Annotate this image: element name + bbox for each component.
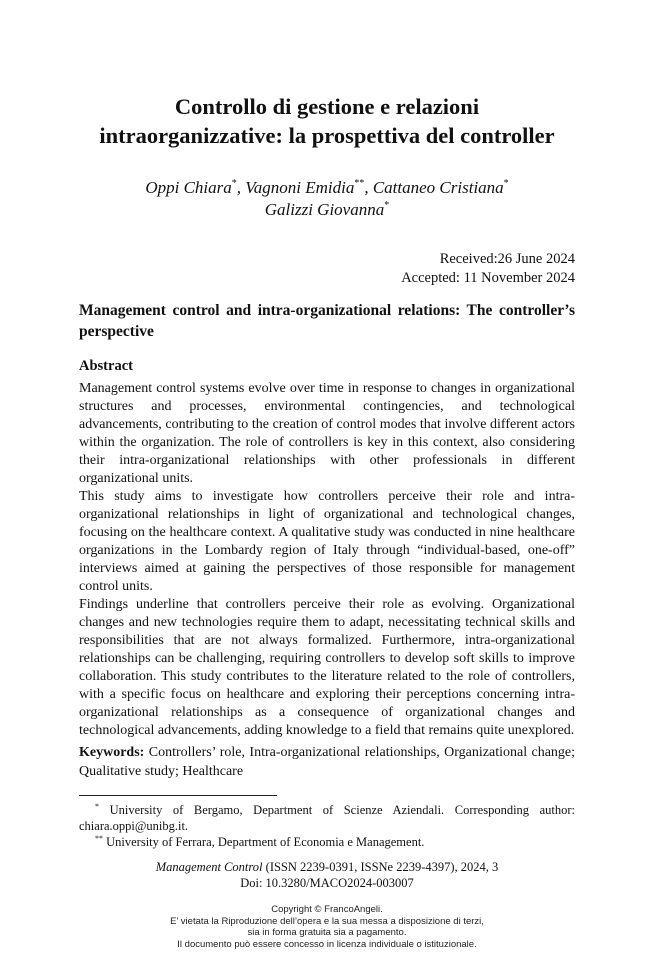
author-affiliation-mark: * [231, 178, 237, 189]
footnote-divider [79, 795, 277, 796]
journal-citation [79, 859, 575, 875]
keywords-label: Keywords: [79, 745, 145, 760]
footnotes [79, 802, 575, 850]
footnote [79, 834, 575, 850]
author-affiliation-mark: * [384, 200, 390, 211]
author-affiliation-mark: * [503, 178, 509, 189]
keywords [79, 743, 575, 781]
author-affiliation-mark: ** [354, 178, 365, 189]
footnote [79, 802, 575, 834]
paper-title [79, 92, 575, 150]
author-list [79, 177, 575, 221]
copyright-notice [79, 904, 575, 950]
author-name: Vagnoni Emidia [245, 178, 355, 197]
abstract-paragraph: Findings underline that controllers perceive their role as evolving. Organizational changes and new technologies require them to adapt, necessitating technical skills and responsibilities that are not always formalized. Furthermore, intra-organizational relationships can be challenging, requiring controllers to develop soft skills to improve collaboration. This study contributes to the literature related to the role of controllers, with a specific focus on healthcare and exploring their perceptions concerning intra-organizational relationships as a consequence of organizational changes and technological advancements, adding knowledge to a field that remains quite unexplored. [79, 597, 575, 738]
footnote-text: University of Ferrara, Department of Economia e Management. [106, 835, 425, 849]
author-name: Oppi Chiara [145, 178, 232, 197]
english-title: Management control and intra-organizational relations: The controller’s perspective [79, 302, 575, 340]
author-name: Galizzi Giovanna [264, 200, 385, 219]
paper-title-line-2: intraorganizzative: la prospettiva del controller [99, 123, 555, 148]
submission-dates [401, 250, 575, 288]
journal-name: Management Control [155, 860, 263, 874]
paper-title-line-1: Controllo di gestione e relazioni [174, 94, 480, 119]
copyright-line: sia in forma gratuita sia a pagamento. [247, 927, 407, 938]
accepted-date: Accepted: 11 November 2024 [401, 270, 575, 286]
footnote-mark: ** [95, 834, 103, 843]
author-line-2 [79, 199, 575, 221]
author-name: Cattaneo Cristiana [372, 178, 504, 197]
abstract-heading: Abstract [79, 358, 133, 374]
footnote-mark: * [95, 802, 99, 811]
journal-doi: Doi: 10.3280/MACO2024-003007 [240, 876, 414, 890]
copyright-line: Il documento può essere concesso in licenza individuale o istituzionale. [177, 938, 477, 950]
journal-details: (ISSN 2239-0391, ISSNe 2239-4397), 2024, 3 [265, 860, 499, 874]
abstract-paragraph: Management control systems evolve over time in response to changes in organizational structures and processes, environmental contingencies, and technological advancements, contributing to the creation of control modes that involve different actors within the organization. The role of controllers is key in this context, also considering their intra-organizational relationships with other professionals in different organizational units. [79, 381, 575, 486]
author-line-1: Oppi Chiara*, Vagnoni Emidia**, Cattaneo Cristiana* [145, 178, 509, 197]
abstract-paragraph: This study aims to investigate how controllers perceive their role and intra-organizational relationships in light of organizational and technological changes, focusing on the healthcare context. A qualitative study was conducted in nine healthcare organizations in the Lombardy region of Italy through “individual-based, one-off” interviews aimed at gaining the perspectives of those responsible for management control units. [79, 489, 575, 594]
keywords-text: Controllers’ role, Intra-organizational relationships, Organizational change; Qualitative study; Healthcare [79, 745, 576, 779]
copyright-line: Copyright © FrancoAngeli. [271, 904, 383, 915]
copyright-line: E’ vietata la Riproduzione dell’opera e la sua messa a disposizione di terzi, [170, 915, 484, 927]
received-date: Received:26 June 2024 [439, 251, 575, 267]
abstract-body [79, 380, 575, 740]
journal-info [79, 859, 575, 891]
footnote-text: University of Bergamo, Department of Scienze Aziendali. Corresponding author: chiara.oppi@unibg.it. [79, 803, 576, 833]
